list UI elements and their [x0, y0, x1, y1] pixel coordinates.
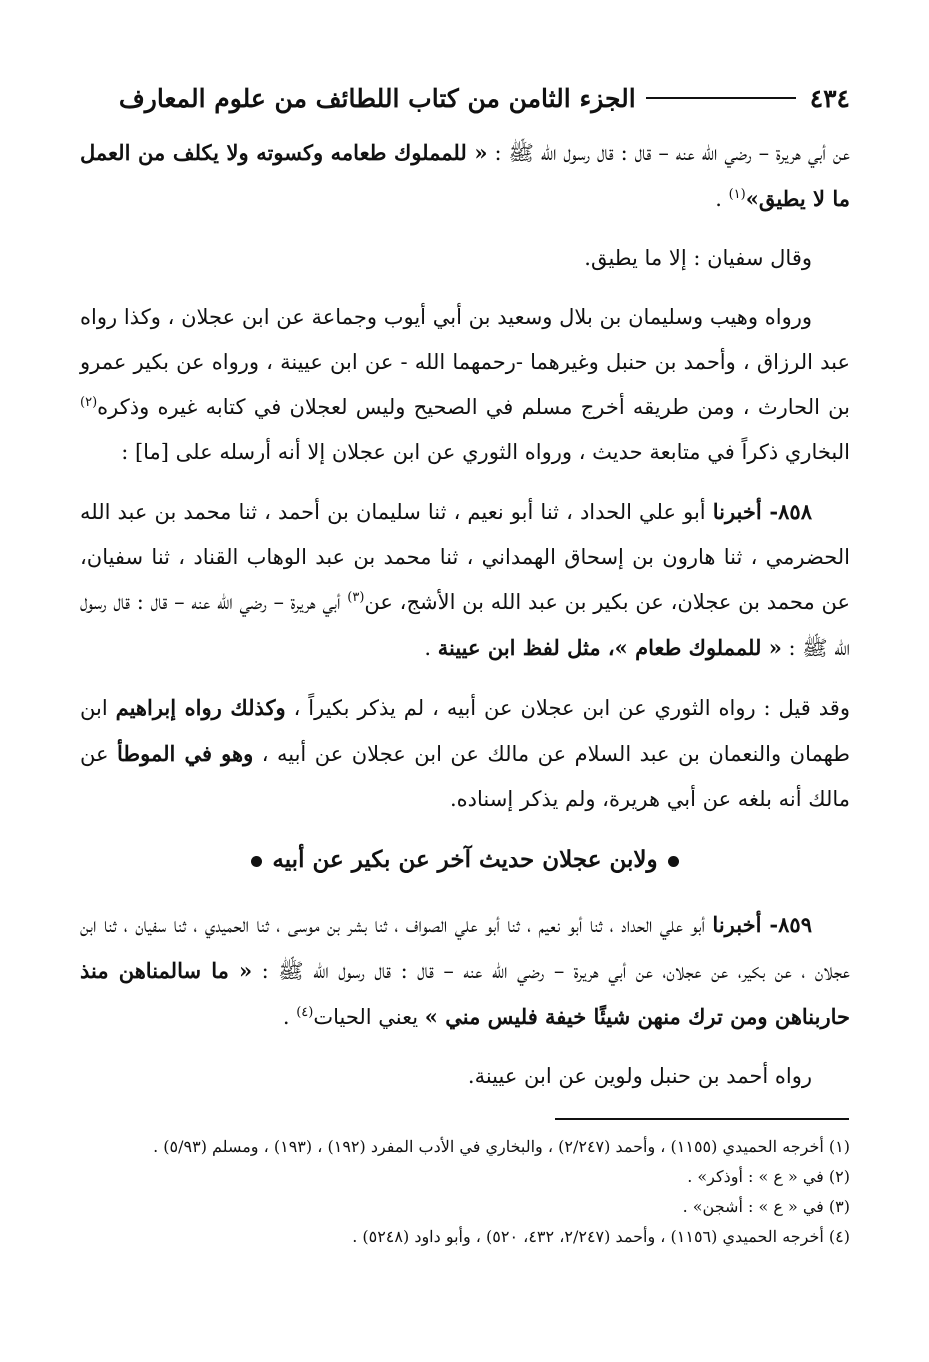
hadith-859 [80, 902, 850, 1040]
p1-quote: « للمملوك طعامه وكسوته ولا يكلف من العمل ما لا يطيق» [80, 140, 850, 211]
hadith-858 [80, 489, 850, 671]
p5-text-b: ابن طهمان والنعمان بن عبد السلام عن مالك عن ابن عجلان عن أبيه ، [80, 696, 850, 766]
p4-quote: « للمملوك طعام »، مثل لفظ ابن عيينة [437, 635, 782, 660]
footnote-ref-4: (٤) [296, 1005, 314, 1020]
section-heading-text: ولابن عجلان حديث آخر عن بكير عن أبيه [272, 846, 658, 873]
p1-text: عن أبي هريرة – رضي الله عنه – قال : قال رسول الله ﷺ : [487, 141, 851, 165]
header-rule [646, 97, 796, 99]
p4-text-a: أبو علي الحداد ، ثنا أبو نعيم ، ثنا سليمان بن أحمد ، ثنا محمد بن عبد الله الحضرمي ، ثنا هارون بن إسحاق الهمداني ، ثنا محمد بن عبد الوهاب القناد ، ثنا سفيان، عن محمد بن عجلان، عن بكير بن عبد الله بن الأشج، عن [80, 500, 850, 614]
footnote-4: (٤) أخرجه الحميدي (١١٥٦) ، وأحمد (٢/٢٤٧، ٤٣٢، ٥٢٠) ، وأبو داود (٥٢٤٨) . [352, 1227, 850, 1246]
section-heading [80, 840, 850, 880]
p3-text-b: البخاري ذكراً في متابعة حديث ، ورواه الثوري عن ابن عجلان إلا أنه أرسله على [ما] : [121, 440, 850, 464]
bullet-icon [251, 856, 262, 867]
paragraph-5 [80, 685, 850, 822]
hadith-858-number: ٨٥٨- أخبرنا [712, 499, 812, 524]
paragraph-2: وقال سفيان : إلا ما يطيق. [584, 246, 812, 270]
paragraph-3 [80, 295, 850, 475]
footnotes [80, 1132, 850, 1252]
footnote-1: (١) أخرجه الحميدي (١١٥٥) ، وأحمد (٢/٢٤٧) ، والبخاري في الأدب المفرد (١٩٢) ، (١٩٣) ، ومسلم (٥/٩٣) . [153, 1137, 850, 1156]
p5-text-c: عن مالك أنه بلغه عن أبي هريرة، ولم يذكر إسناده. [80, 742, 850, 811]
page-number: ٤٣٤ [809, 83, 850, 113]
footnote-ref-2: (٢) [80, 395, 98, 410]
p5-text-a: وقد قيل : رواه الثوري عن ابن عجلان عن أبيه ، لم يذكر بكيراً ، [285, 696, 850, 720]
footnote-separator [555, 1118, 849, 1120]
p5-bold-a: وكذلك رواه إبراهيم [115, 695, 286, 720]
main-text [80, 130, 850, 1113]
p6-text-a: أبو علي الحداد ، ثنا أبو نعيم ، ثنا أبو علي الصواف ، ثنا بشر بن موسى ، ثنا الحميدي ، ثنا سفيان ، ثنا ابن عجلان ، عن بكير، عن عجلان، عن أبي هريرة – رضي الله عنه – قال : قال رسول الله ﷺ : [80, 913, 850, 983]
p1-end: . [715, 187, 729, 211]
p6-quote: « ما سالمناهن منذ حاربناهن ومن ترك منهن شيئًا خيفة فليس مني » [80, 958, 850, 1029]
p6-text-b: يعني الحيات [313, 1005, 425, 1029]
paragraph-7: رواه أحمد بن حنبل ولوين عن ابن عيينة. [467, 1064, 812, 1088]
running-title: الجزء الثامن من كتاب اللطائف من علوم المعارف [118, 83, 636, 113]
footnote-ref-1: (١) [728, 187, 746, 202]
p4-end: . [424, 636, 438, 660]
p5-bold-b: وهو في الموطأ [117, 741, 254, 766]
paragraph-1 [80, 130, 850, 222]
hadith-859-number: ٨٥٩- أخبرنا [712, 912, 812, 937]
p6-end: . [282, 1005, 297, 1029]
p4-text-b: أبي هريرة – رضي الله عنه – قال : قال رسول الله ﷺ : [80, 590, 850, 660]
footnote-3: (٣) في « ع » : أشجن» . [682, 1197, 850, 1216]
page-header [80, 78, 850, 118]
footnote-ref-3: (٣) [347, 590, 365, 605]
footnote-2: (٢) في « ع » : أوذكر» . [687, 1167, 850, 1186]
bullet-icon [668, 856, 679, 867]
p3-text-a: ورواه وهيب وسليمان بن بلال وسعيد بن أبي أيوب وجماعة عن ابن عجلان ، وكذا رواه عبد الرزاق ، وأحمد بن حنبل وغيرهما -رحمهما الله - عن ابن عيينة ، ورواه عن بكير عمرو بن الحارث ، ومن طريقه أخرج مسلم في الصحيح وليس لعجلان في كتابه غيره وذكره [80, 305, 850, 419]
